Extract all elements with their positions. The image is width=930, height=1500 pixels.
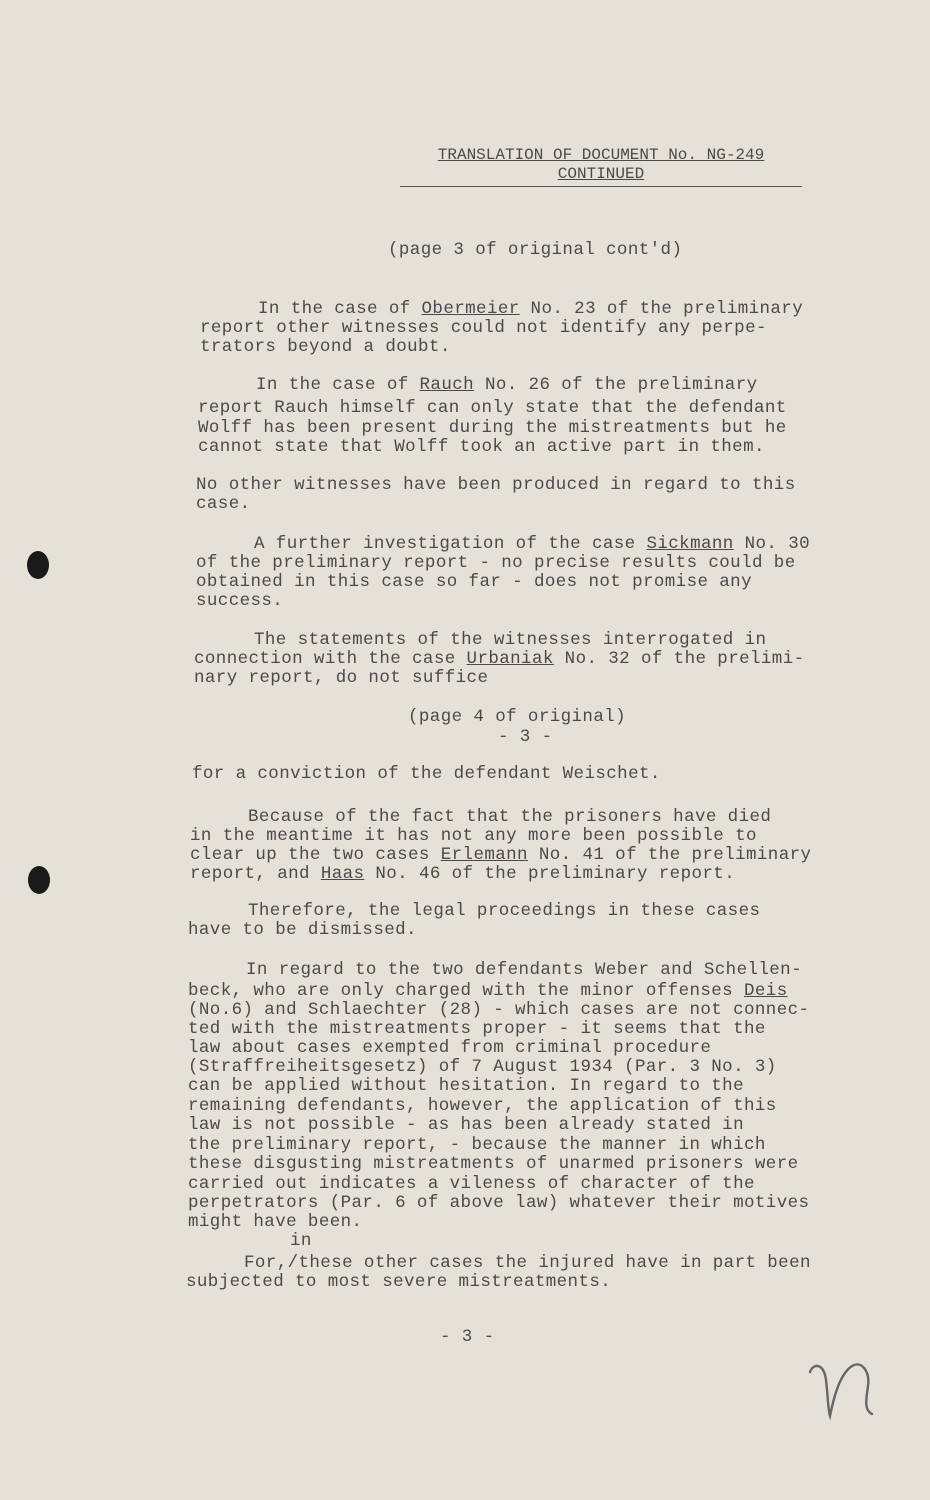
- para5-line1: The statements of the witnesses interrogated in: [254, 630, 767, 650]
- case-name-deis: Deis: [744, 981, 788, 1001]
- text-segment: clear up the two cases: [190, 845, 441, 865]
- footer-page-number: - 3 -: [440, 1327, 495, 1347]
- text-segment: A further investigation of the case: [254, 534, 647, 554]
- para9-line4: ted with the mistreatments proper - it seems that the: [188, 1019, 766, 1039]
- punch-hole-bottom: [28, 866, 50, 894]
- para3-line1: No other witnesses have been produced in regard to this: [196, 475, 796, 495]
- para9-line12: carried out indicates a vileness of character of the: [188, 1174, 755, 1194]
- para5-line2: [194, 650, 805, 670]
- para1-line2: report other witnesses could not identify any perpe-: [200, 318, 767, 338]
- handwritten-initial: [800, 1352, 880, 1422]
- para4-line1: [254, 535, 810, 555]
- text-segment: No. 32 of the prelimi-: [553, 649, 805, 669]
- text-segment: No. 41 of the preliminary: [527, 845, 812, 865]
- case-name-sickmann: Sickmann: [646, 534, 734, 554]
- document-header: [400, 146, 802, 187]
- para8-line2: have to be dismissed.: [188, 920, 417, 940]
- para9-line2: [188, 982, 788, 1002]
- para3-line2: case.: [196, 494, 251, 514]
- case-name-erlemann: Erlemann: [440, 845, 528, 865]
- para5-line3: nary report, do not suffice: [194, 668, 489, 688]
- case-name-rauch: Rauch: [419, 375, 475, 395]
- para6-line1: for a conviction of the defendant Weischet.: [192, 764, 661, 784]
- page-reference-4: (page 4 of original): [408, 707, 627, 727]
- para1-line3: trators beyond a doubt.: [200, 337, 451, 357]
- para8-line1: Therefore, the legal proceedings in these cases: [248, 901, 761, 921]
- para9-line8: remaining defendants, however, the application of this: [188, 1096, 777, 1116]
- text-segment: No. 26 of the preliminary: [474, 375, 758, 395]
- text-segment: beck, who are only charged with the minor offenses: [188, 981, 744, 1001]
- page-number-middle: - 3 -: [498, 727, 553, 747]
- para9-line9: law is not possible - as has been already stated in: [188, 1115, 744, 1135]
- text-segment: No. 23 of the preliminary: [519, 299, 804, 319]
- para4-line3: obtained in this case so far - does not promise any: [196, 572, 752, 592]
- header-rule: [400, 186, 802, 187]
- para9-line3: (No.6) and Schlaechter (28) - which cases are not connec-: [188, 1000, 810, 1020]
- para2-line2: report Rauch himself can only state that the defendant: [198, 398, 787, 418]
- insert-word: in: [290, 1231, 312, 1251]
- para1-line1: [258, 300, 803, 320]
- text-segment: In the case of: [256, 375, 420, 395]
- text-segment: No. 30: [733, 534, 810, 554]
- para10-line1: For,/these other cases the injured have in part been: [244, 1253, 811, 1273]
- para10-line2: subjected to most severe mistreatments.: [186, 1272, 612, 1292]
- text-segment: connection with the case: [194, 649, 467, 669]
- case-name-haas: Haas: [320, 864, 365, 884]
- para9-line7: can be applied without hesitation. In regard to the: [188, 1076, 744, 1096]
- para9-line6: (Straffreiheitsgesetz) of 7 August 1934 (Par. 3 No. 3): [188, 1057, 777, 1077]
- text-segment: In the case of: [258, 299, 422, 319]
- para7-line1: Because of the fact that the prisoners have died: [248, 807, 772, 827]
- header-subtitle: CONTINUED: [557, 165, 645, 183]
- para9-line11: these disgusting mistreatments of unarmed prisoners were: [188, 1154, 799, 1174]
- para4-line4: success.: [196, 591, 284, 611]
- text-segment: No. 46 of the preliminary report.: [364, 864, 736, 884]
- para9-line1: In regard to the two defendants Weber and Schellen-: [246, 960, 802, 980]
- para7-line3: [190, 846, 811, 866]
- para7-line4: [190, 865, 735, 885]
- para2-line1: [256, 376, 758, 396]
- page-reference-3: (page 3 of original cont'd): [388, 240, 683, 260]
- case-name-urbaniak: Urbaniak: [466, 649, 554, 669]
- punch-hole-top: [27, 551, 49, 579]
- para4-line2: of the preliminary report - no precise results could be: [196, 553, 796, 573]
- para2-line4: cannot state that Wolff took an active part in them.: [198, 437, 765, 457]
- para9-line10: the preliminary report, - because the manner in which: [188, 1135, 766, 1155]
- para7-line2: in the meantime it has not any more been possible to: [190, 826, 757, 846]
- para2-line3: Wolff has been present during the mistreatments but he: [198, 418, 787, 438]
- para9-line5: law about cases exempted from criminal procedure: [188, 1038, 712, 1058]
- para9-line14: might have been.: [188, 1212, 363, 1232]
- case-name-obermeier: Obermeier: [421, 299, 520, 319]
- header-title: TRANSLATION OF DOCUMENT No. NG-249: [437, 146, 765, 164]
- para9-line13: perpetrators (Par. 6 of above law) whatever their motives: [188, 1193, 810, 1213]
- text-segment: report, and: [190, 864, 321, 884]
